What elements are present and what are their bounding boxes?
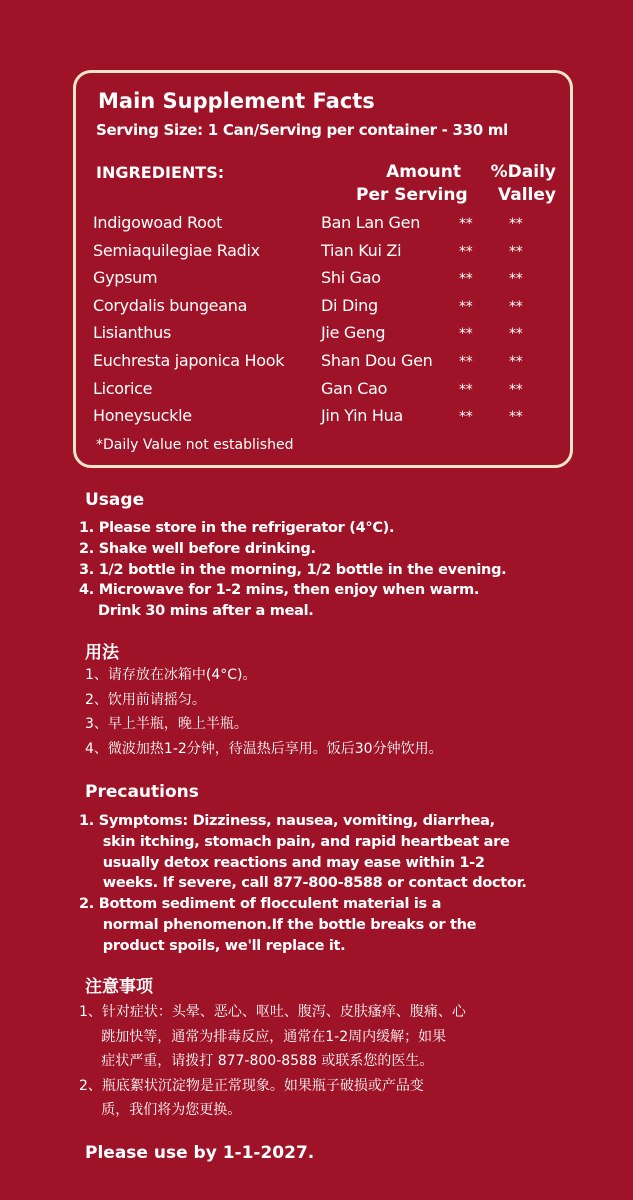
ingredient-name: Honeysuckle <box>93 406 192 426</box>
ingredient-row <box>93 296 563 324</box>
precautions-cn-line: 跳加快等，通常为排毒反应，通常在1-2周内缓解；如果 <box>79 1028 447 1045</box>
use-by-date: Please use by 1-1-2027. <box>85 1143 315 1163</box>
ingredient-name: Lisianthus <box>93 323 171 343</box>
facts-title: Main Supplement Facts <box>98 89 375 113</box>
usage-cn-line: 4、微波加热1-2分钟，待温热后享用。饭后30分钟饮用。 <box>85 740 443 757</box>
ingredient-row <box>93 213 563 241</box>
precautions-cn-heading: 注意事项 <box>85 977 153 997</box>
ingredient-amount: ** <box>459 409 473 426</box>
precautions-line: weeks. If severe, call 877-800-8588 or contact doctor. <box>79 875 527 892</box>
ingredient-name: Euchresta japonica Hook <box>93 350 285 370</box>
ingredient-row <box>93 379 563 407</box>
ingredient-pinyin: Shan Dou Gen <box>321 350 433 370</box>
precautions-line: skin itching, stomach pain, and rapid heartbeat are <box>79 833 510 850</box>
ingredient-table <box>93 213 563 434</box>
ingredients-header: INGREDIENTS: <box>96 163 225 182</box>
amount-header-line2: Per Serving <box>356 185 468 205</box>
ingredient-pinyin: Jie Geng <box>321 323 386 343</box>
ingredient-pinyin: Di Ding <box>321 295 378 315</box>
amount-header-line1: Amount <box>386 162 461 182</box>
ingredient-amount: ** <box>459 298 473 315</box>
ingredient-amount: ** <box>459 381 473 398</box>
usage-cn-list <box>85 663 443 761</box>
precautions-line: 1. Symptoms: Dizziness, nausea, vomiting, diarrhea, <box>79 813 495 829</box>
usage-line: 1. Please store in the refrigerator (4°C). <box>79 520 395 536</box>
ingredient-daily-value: ** <box>509 326 523 343</box>
ingredient-daily-value: ** <box>509 298 523 315</box>
usage-line: Drink 30 mins after a meal. <box>79 603 314 620</box>
ingredient-pinyin: Tian Kui Zi <box>321 240 402 260</box>
ingredient-name: Corydalis bungeana <box>93 295 248 315</box>
precautions-cn-list <box>79 1000 466 1123</box>
precautions-heading: Precautions <box>85 782 199 802</box>
precautions-cn-line: 质，我们将为您更换。 <box>79 1102 242 1118</box>
ingredient-daily-value: ** <box>509 353 523 370</box>
daily-value-header <box>481 161 556 207</box>
usage-line: 3. 1/2 bottle in the morning, 1/2 bottle in the evening. <box>79 561 507 578</box>
amount-header <box>356 161 468 207</box>
ingredient-row <box>93 351 563 379</box>
ingredient-daily-value: ** <box>509 216 523 232</box>
precautions-cn-line: 2、瓶底絮状沉淀物是正常现象。如果瓶子破损或产品变 <box>79 1077 424 1094</box>
ingredient-name: Semiaquilegiae Radix <box>93 240 260 260</box>
precautions-line: usually detox reactions and may ease within 1-2 <box>79 854 485 871</box>
precautions-cn-line: 1、针对症状：头晕、恶心、呕吐、腹泻、皮肤瘙痒、腹痛、心 <box>79 1004 466 1020</box>
precautions-line: product spoils, we'll replace it. <box>79 937 346 954</box>
usage-cn-heading: 用法 <box>85 643 119 663</box>
ingredient-daily-value: ** <box>509 409 523 426</box>
usage-cn-line: 1、请存放在冰箱中(4°C)。 <box>85 667 257 683</box>
ingredient-amount: ** <box>459 326 473 343</box>
ingredient-row <box>93 406 563 434</box>
ingredient-daily-value: ** <box>509 243 523 260</box>
daily-value-header-line2: Valley <box>498 185 556 205</box>
usage-cn-line: 2、饮用前请摇匀。 <box>85 691 206 708</box>
ingredient-name: Gypsum <box>93 268 158 288</box>
usage-line: 2. Shake well before drinking. <box>79 540 316 557</box>
ingredient-name: Indigowoad Root <box>93 213 223 232</box>
daily-value-header-line1: %Daily <box>490 162 556 182</box>
usage-cn-line: 3、早上半瓶，晚上半瓶。 <box>85 716 248 732</box>
daily-value-note: *Daily Value not established <box>96 437 294 453</box>
precautions-cn-line: 症状严重，请拨打 877-800-8588 或联系您的医生。 <box>79 1053 434 1069</box>
ingredient-amount: ** <box>459 216 473 232</box>
ingredient-amount: ** <box>459 243 473 260</box>
ingredient-amount: ** <box>459 271 473 288</box>
precautions-line: normal phenomenon.If the bottle breaks or the <box>79 916 477 933</box>
ingredient-daily-value: ** <box>509 381 523 398</box>
ingredient-daily-value: ** <box>509 271 523 288</box>
precautions-list <box>79 811 527 957</box>
ingredient-row <box>93 323 563 351</box>
precautions-line: 2. Bottom sediment of flocculent material is a <box>79 896 442 913</box>
ingredient-pinyin: Gan Cao <box>321 378 388 398</box>
ingredient-pinyin: Shi Gao <box>321 268 381 288</box>
ingredient-pinyin: Ban Lan Gen <box>321 213 421 232</box>
ingredient-row <box>93 268 563 296</box>
ingredient-row <box>93 241 563 269</box>
ingredient-name: Licorice <box>93 378 153 398</box>
usage-list <box>79 518 506 622</box>
ingredient-amount: ** <box>459 353 473 370</box>
usage-line: 4. Microwave for 1-2 mins, then enjoy when warm. <box>79 582 480 599</box>
serving-size: Serving Size: 1 Can/Serving per container - 330 ml <box>96 121 508 139</box>
supplement-facts-panel <box>73 70 573 468</box>
ingredient-pinyin: Jin Yin Hua <box>321 406 403 426</box>
usage-heading: Usage <box>85 490 145 510</box>
